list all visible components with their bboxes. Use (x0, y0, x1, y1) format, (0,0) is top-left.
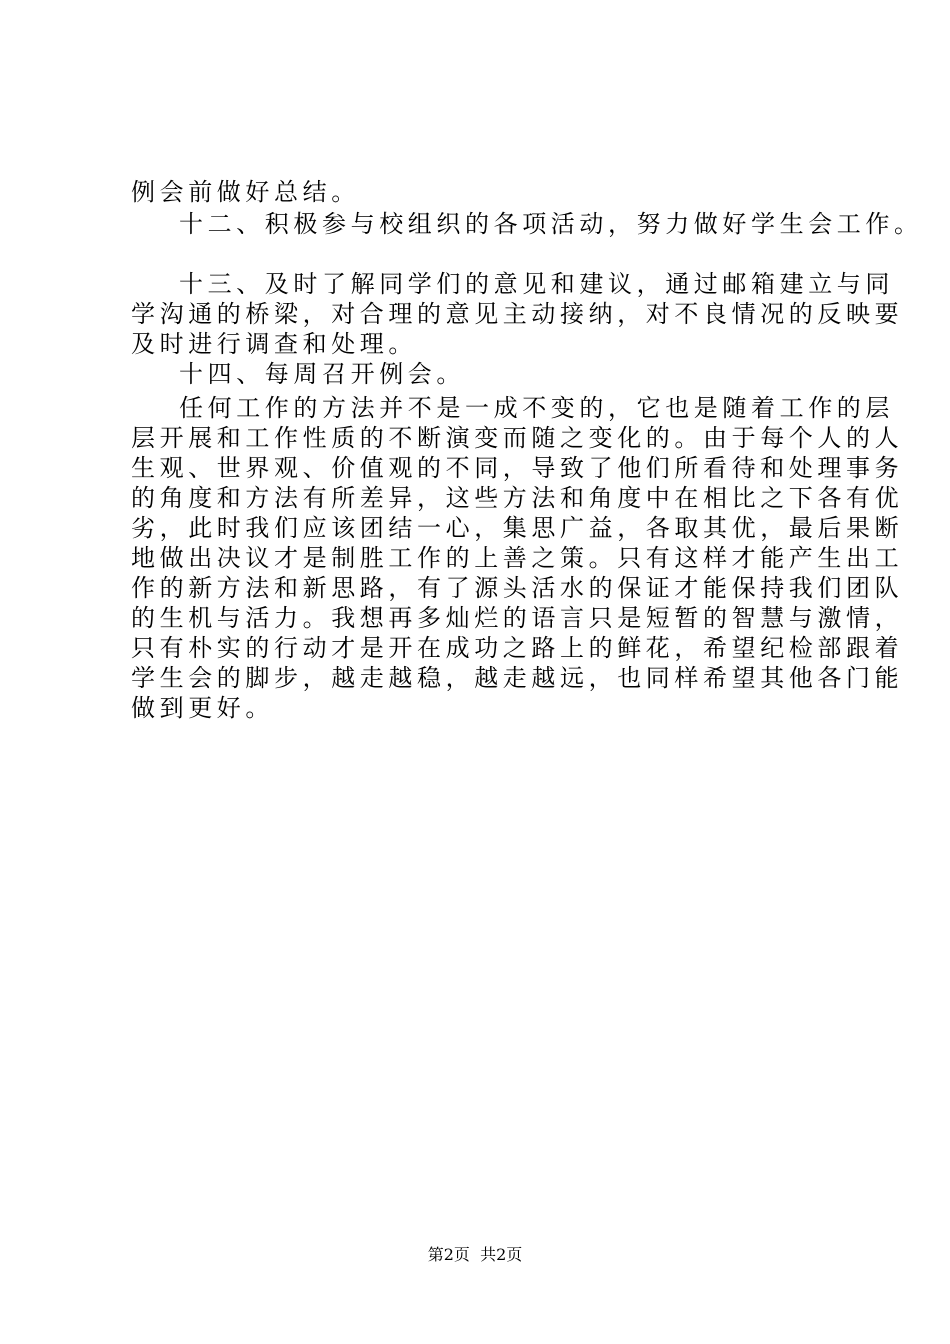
total-pages: 共2页 (480, 1245, 523, 1264)
body-line-15: 只有朴实的行动才是开在成功之路上的鲜花，希望纪检部跟着 (131, 634, 904, 662)
body-line-2: 十二、积极参与校组织的各项活动，努力做好学生会工作。 (179, 210, 923, 238)
body-line-4: 学沟通的桥梁，对合理的意见主动接纳，对不良情况的反映要 (131, 300, 904, 328)
body-line-9: 生观、世界观、价值观的不同，导致了他们所看待和处理事务 (131, 454, 904, 482)
body-line-10: 的角度和方法有所差异，这些方法和角度中在相比之下各有优 (131, 484, 904, 512)
page-number: 第2页 (427, 1245, 470, 1264)
body-line-5: 及时进行调查和处理。 (131, 330, 417, 358)
body-line-14: 的生机与活力。我想再多灿烂的语言只是短暂的智慧与激情， (131, 604, 904, 632)
body-line-16: 学生会的脚步，越走越稳，越走越远，也同样希望其他各门能 (131, 664, 904, 692)
body-line-8: 层开展和工作性质的不断演变而随之变化的。由于每个人的人 (131, 424, 904, 452)
body-line-17: 做到更好。 (131, 694, 274, 722)
body-line-12: 地做出决议才是制胜工作的上善之策。只有这样才能产生出工 (131, 544, 904, 572)
body-line-3: 十三、及时了解同学们的意见和建议，通过邮箱建立与同 (179, 270, 894, 298)
body-line-7: 任何工作的方法并不是一成不变的，它也是随着工作的层 (179, 394, 894, 422)
body-line-13: 作的新方法和新思路，有了源头活水的保证才能保持我们团队 (131, 574, 904, 602)
body-line-11: 劣，此时我们应该团结一心，集思广益，各取其优，最后果断 (131, 514, 904, 542)
body-line-6: 十四、每周召开例会。 (179, 360, 465, 388)
page-footer (0, 1244, 950, 1266)
body-line-1: 例会前做好总结。 (131, 178, 360, 206)
